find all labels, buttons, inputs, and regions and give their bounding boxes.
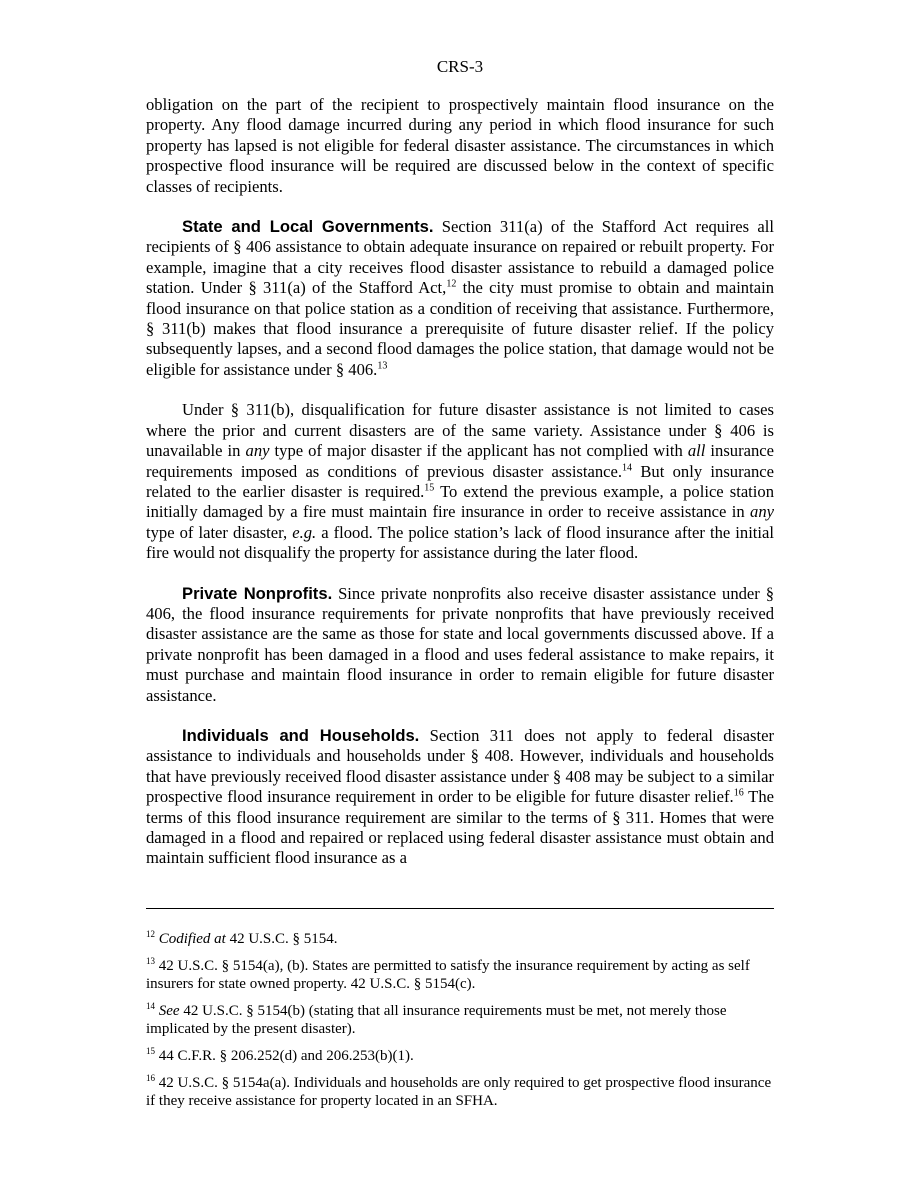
emphasis: any [245,441,270,461]
footnote-number: 12 [146,929,155,939]
text: To extend the previous example, a police station initially damaged by a fire must maintain fire insurance in order to receive assistance in [146,481,774,522]
footnote-number: 15 [146,1046,155,1056]
text: the city must promise to obtain and maintain flood insurance on that police station as a condition of receiving that assistance. Furthermore, § 311(b) makes that flood insurance a prerequisite of future disaster relief. If the policy subsequently lapses, and a second flood damages the police station, that damage would not be eligible for assistance under § 406. [146,278,774,379]
text: type of major disaster if the applicant has not complied with [269,441,688,461]
text: a flood. The police station’s lack of flood insurance after the initial fire would not disqualify the property for assistance during the later flood. [146,522,774,563]
footnote-number: 14 [146,1001,155,1011]
section-heading-individuals-households: Individuals and Households. [182,725,420,745]
footnote-ref-14[interactable]: 14 [622,461,633,473]
text: The terms of this flood insurance requirement are similar to the terms of § 311. Homes that were damaged in a flood and repaired or replaced using federal disaster assistance must obtain and maintain sufficient flood insurance as a [146,787,774,868]
emphasis: See [158,1003,180,1019]
paragraph-private-nonprofits [146,584,774,706]
footnote-16 [146,1074,774,1110]
footnote-number: 13 [146,956,155,966]
emphasis: e.g. [292,522,317,542]
footnote-ref-16[interactable]: 16 [733,787,744,799]
footnote-15 [146,1047,774,1065]
emphasis: any [750,502,774,522]
section-heading-private-nonprofits: Private Nonprofits. [182,583,333,603]
emphasis: all [687,441,706,461]
text: Section 311(a) of the Stafford Act requires all recipients of § 406 assistance to obtain adequate insurance on repaired or rebuilt property. For example, imagine that a city receives flood disaster assistance to rebuild a damaged police station. Under § 311(a) of the Stafford Act, [146,217,774,298]
footnote-text: 42 U.S.C. § 5154. [225,931,338,947]
footnote-ref-12[interactable]: 12 [446,278,457,290]
body-text [146,95,774,889]
text: But only insurance related to the earlier disaster is required. [146,461,774,501]
footnote-ref-15[interactable]: 15 [424,482,435,494]
paragraph-state-local [146,217,774,380]
paragraph-continuation: obligation on the part of the recipient to prospectively maintain flood insurance on the property. Any flood damage incurred during any period in which flood insurance for such property has lapsed is not eligible for federal disaster assistance. The circumstances in which prospective flood insurance will be required are discussed below in the context of specific classes of recipients. [146,95,774,196]
section-heading-state-local: State and Local Governments. [182,217,434,237]
footnote-text: 42 U.S.C. § 5154(b) (stating that all insurance requirements must be met, not merely those implicated by the present disaster). [146,1003,727,1037]
footnote-text: 42 U.S.C. § 5154a(a). Individuals and households are only required to get prospective flood insurance if they receive assistance for property located in an SFHA. [146,1075,772,1109]
footnote-ref-13[interactable]: 13 [377,360,388,372]
paragraph-disqualification [146,400,774,563]
text: insurance requirements imposed as conditions of previous disaster assistance. [146,441,774,481]
footnote-text: 42 U.S.C. § 5154(a), (b). States are permitted to satisfy the insurance requirement by acting as self insurers for state owned property. 42 U.S.C. § 5154(c). [146,958,750,992]
text: Since private nonprofits also receive disaster assistance under § 406, the flood insurance requirements for private nonprofits that have previously received disaster assistance are the same as those for state and local governments discussed above. If a private nonprofit has been damaged in a flood and uses federal assistance to make repairs, it must purchase and maintain flood insurance in order to remain eligible for future disaster assistance. [146,583,774,705]
footnote-separator [146,908,774,909]
emphasis: Codified at [158,931,226,947]
footnote-number: 16 [146,1073,155,1083]
page-number: CRS-3 [436,57,484,76]
footnote-text: 44 C.F.R. § 206.252(d) and 206.253(b)(1). [155,1048,414,1064]
footnote-12 [146,930,774,948]
text: type of later disaster, [146,522,293,542]
footnote-13 [146,957,774,993]
footnote-14 [146,1002,774,1038]
paragraph-individuals-households [146,726,774,869]
text: Section 311 does not apply to federal disaster assistance to individuals and households under § 408. However, individuals and households that have previously received flood disaster assistance under § 408 may be subject to a similar prospective flood insurance requirement in order to be eligible for future disaster relief. [146,725,774,807]
text: Under § 311(b), disqualification for future disaster assistance is not limited to cases where the prior and current disasters are of the same variety. Assistance under § 406 is unavailable in [146,400,774,461]
footnotes [146,930,774,1119]
